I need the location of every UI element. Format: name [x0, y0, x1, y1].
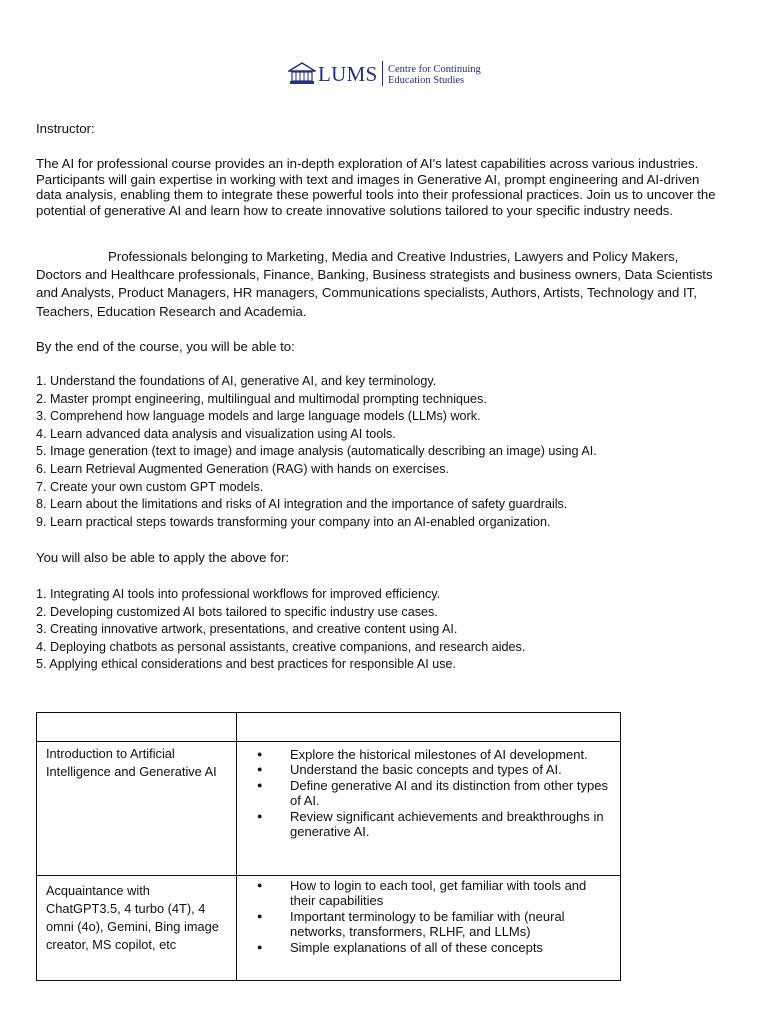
logo-subtitle — [388, 64, 481, 86]
table-row — [37, 876, 621, 981]
audience-paragraph: Professionals belonging to Marketing, Media and Creative Industries, Lawyers and Policy Makers, Doctors and Healthcare professionals, Finance, Banking, Business strategists and business owners, Data Scientists and Analysts, Product Managers, HR managers, Communications specialists, Authors, Artists, Technology and IT, Teachers, Education Research and Academia. — [36, 249, 713, 319]
outcome-item: 7. Create your own custom GPT models. — [36, 479, 264, 494]
header-cell-topics — [237, 713, 621, 742]
topics-list — [237, 876, 620, 955]
module-cell — [37, 876, 237, 981]
topics-cell — [237, 742, 621, 876]
topic-item: ● Review significant achievements and breakthroughs in generative AI. — [290, 809, 614, 840]
topic-item: ● How to login to each tool, get familiar with tools and their capabilities — [290, 878, 614, 909]
apply-heading: You will also be able to apply the above for: — [36, 550, 290, 565]
topic-item: ● Explore the historical milestones of AI development. — [290, 747, 614, 762]
topic-item: ● Define generative AI and its distinction from other types of AI. — [290, 778, 614, 809]
application-item: 5. Applying ethical considerations and best practices for responsible AI use. — [36, 657, 457, 672]
table-row — [37, 742, 621, 876]
topic-item: ● Important terminology to be familiar with (neural networks, transformers, RLHF, and LLMs) — [290, 909, 614, 940]
course-modules-table — [36, 712, 621, 981]
table-header-row — [37, 713, 621, 742]
topics-cell — [237, 876, 621, 981]
instructor-label: Instructor: — [36, 121, 95, 136]
outcome-item: 1. Understand the foundations of AI, generative AI, and key terminology. — [36, 374, 437, 388]
topic-item: ● Simple explanations of all of these concepts — [290, 940, 614, 955]
topics-list — [237, 742, 620, 839]
outcome-item: 2. Master prompt engineering, multilingual and multimodal prompting techniques. — [36, 391, 487, 406]
intro-paragraph: The AI for professional course provides an in-depth exploration of AI's latest capabilities across various industries. Participants will gain expertise in working with text and images in Generative AI, prompt engineering and AI-driven data analysis, enabling them to integrate these powerful tools into their professional practices. Join us to uncover the potential of generative AI and learn how to create innovative solutions tailored to your specific industry needs. — [36, 156, 716, 218]
outcome-item: 8. Learn about the limitations and risks of AI integration and the importance of safety guardrails. — [36, 497, 568, 512]
header-cell-module — [37, 713, 237, 742]
outcome-item: 5. Image generation (text to image) and image analysis (automatically describing an image) using AI. — [36, 444, 597, 459]
lums-crest-icon — [288, 62, 316, 86]
outcome-item: 6. Learn Retrieval Augmented Generation (RAG) with hands on exercises. — [36, 461, 450, 476]
logo-subtitle-line2: Education Studies — [388, 75, 465, 86]
logo-divider — [382, 61, 383, 86]
application-item: 4. Deploying chatbots as personal assistants, creative companions, and research aides. — [36, 639, 526, 654]
module-cell — [37, 742, 237, 876]
outcome-item: 9. Learn practical steps towards transforming your company into an AI-enabled organization. — [36, 514, 551, 529]
applications-list — [36, 586, 525, 674]
logo-subtitle-line1: Centre for Continuing — [388, 64, 481, 75]
logo-name: LUMS — [318, 62, 378, 86]
module-name: Introduction to Artificial Intelligence and Generative AI — [46, 746, 217, 779]
outcome-item: 3. Comprehend how language models and large language models (LLMs) work. — [36, 409, 481, 424]
application-item: 2. Developing customized AI bots tailored to specific industry use cases. — [36, 604, 438, 619]
application-item: 1. Integrating AI tools into professional workflows for improved efficiency. — [36, 587, 441, 601]
application-item: 3. Creating innovative artwork, presentations, and creative content using AI. — [36, 622, 458, 637]
topic-item: ● Understand the basic concepts and types of AI. — [290, 762, 614, 777]
module-name: Acquaintance with ChatGPT3.5, 4 turbo (4T), 4 omni (4o), Gemini, Bing image creator, MS copilot, etc — [46, 883, 219, 952]
outcome-item: 4. Learn advanced data analysis and visualization using AI tools. — [36, 426, 396, 441]
lums-logo — [286, 58, 486, 92]
outcomes-heading: By the end of the course, you will be able to: — [36, 339, 295, 354]
outcomes-list — [36, 373, 597, 531]
